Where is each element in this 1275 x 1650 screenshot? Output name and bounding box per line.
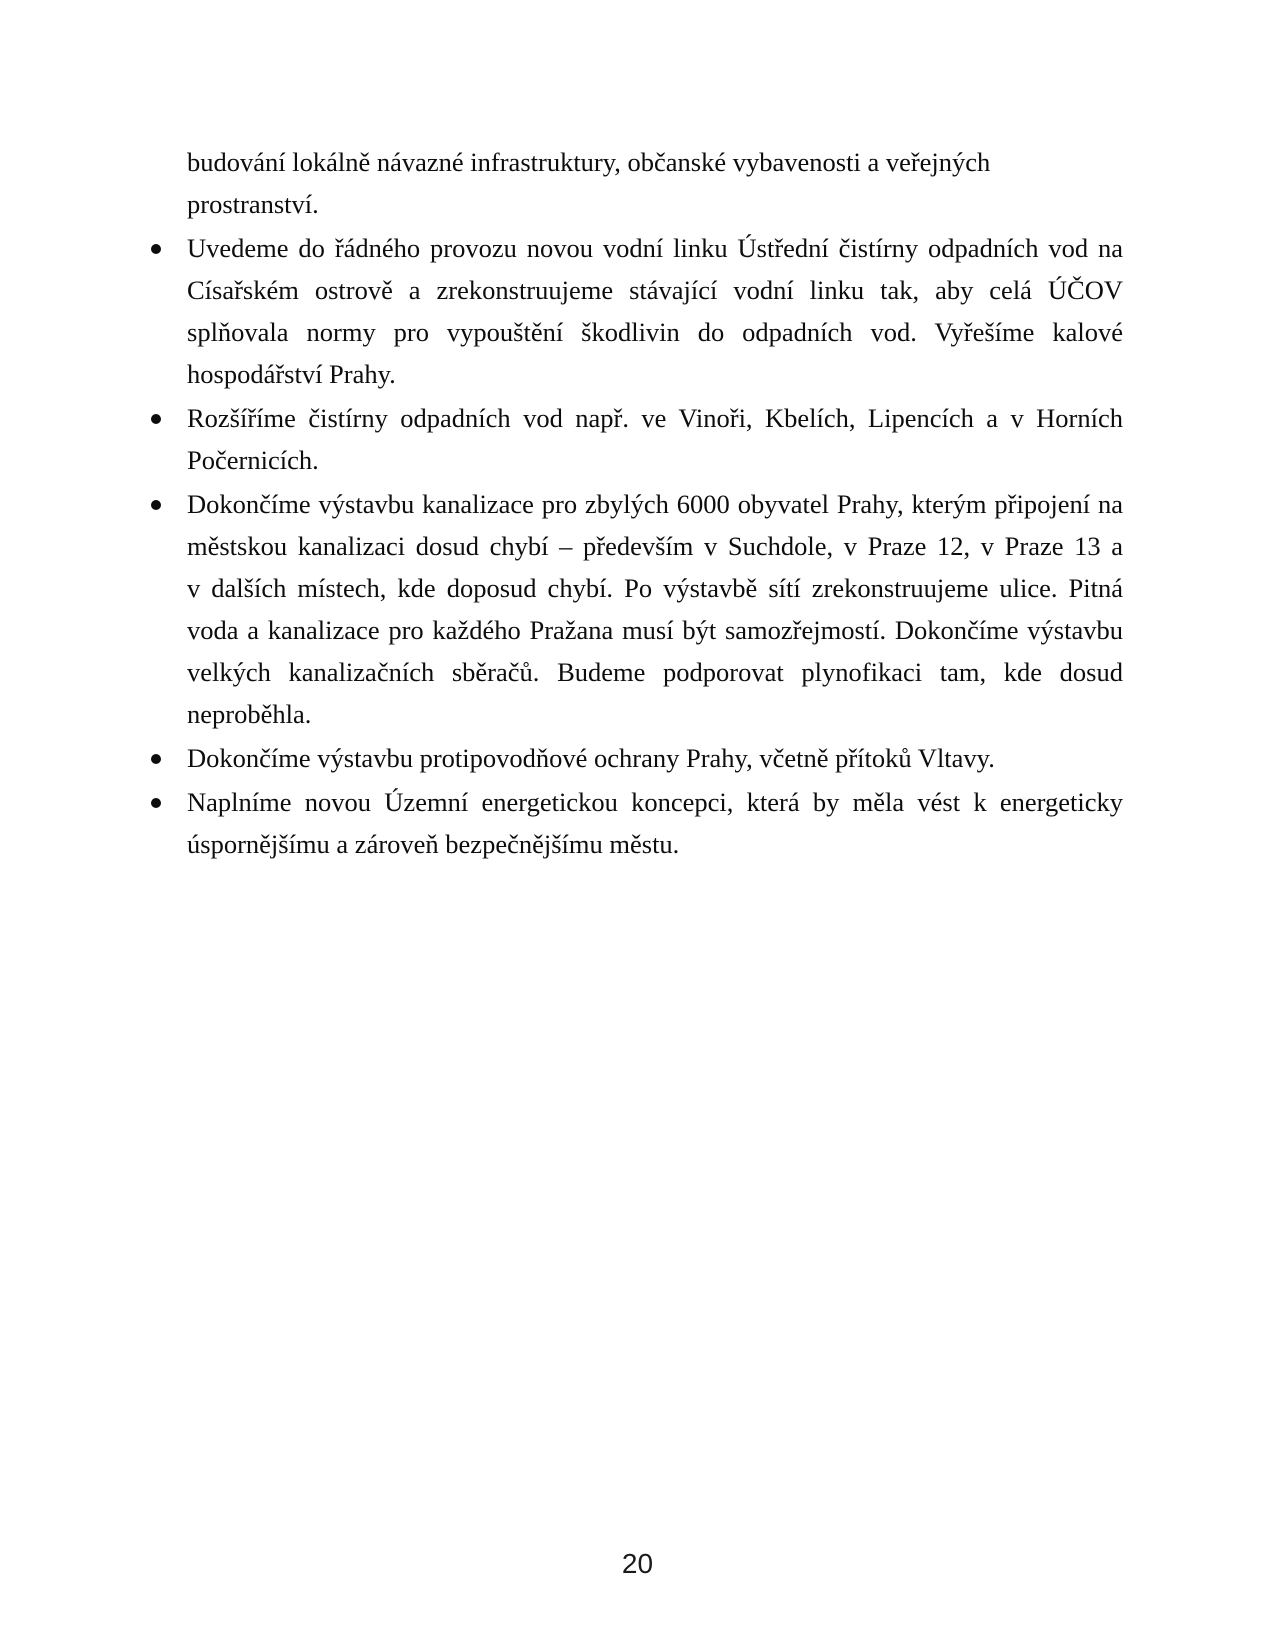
bullet-item-wastewater-plant: Uvedeme do řádného provozu novou vodní linku Ústřední čistírny odpadních vod na Císařském ostrově a zrekonstruujeme stávající vodní linku tak, aby celá ÚČOV splňovala normy pro vypouštění škodlivin do odpadních vod. Vyřešíme kalové hospodářství Prahy.	[187, 227, 1123, 395]
bullet-item-plant-expansion: Rozšíříme čistírny odpadních vod např. ve Vinoři, Kbelích, Lipencích a v Horních Počernicích.	[187, 397, 1123, 481]
bullet-item-energy-concept: Naplníme novou Územní energetickou koncepci, která by měla vést k energeticky úspornějšímu a zároveň bezpečnějšímu městu.	[187, 781, 1123, 865]
bullet-list	[187, 227, 1123, 865]
paragraph-intro: budování lokálně návazné infrastruktury, občanské vybavenosti a veřejných prostranství.	[187, 147, 991, 219]
bullet-item-flood-protection: Dokončíme výstavbu protipovodňové ochrany Prahy, včetně přítoků Vltavy.	[187, 737, 1123, 779]
page-number: 20	[621, 1548, 654, 1579]
page-footer	[0, 1548, 1275, 1580]
document-body	[187, 141, 1123, 865]
bullet-item-sewerage-construction: Dokončíme výstavbu kanalizace pro zbylých 6000 obyvatel Prahy, kterým připojení na městskou kanalizaci dosud chybí – především v Suchdole, v Praze 12, v Praze 13 a v dalších místech, kde doposud chybí. Po výstavbě sítí zrekonstruujeme ulice. Pitná voda a kanalizace pro každého Pražana musí být samozřejmostí. Dokončíme výstavbu velkých kanalizačních sběračů. Budeme podporovat plynofikaci tam, kde dosud neproběhla.	[187, 483, 1123, 735]
